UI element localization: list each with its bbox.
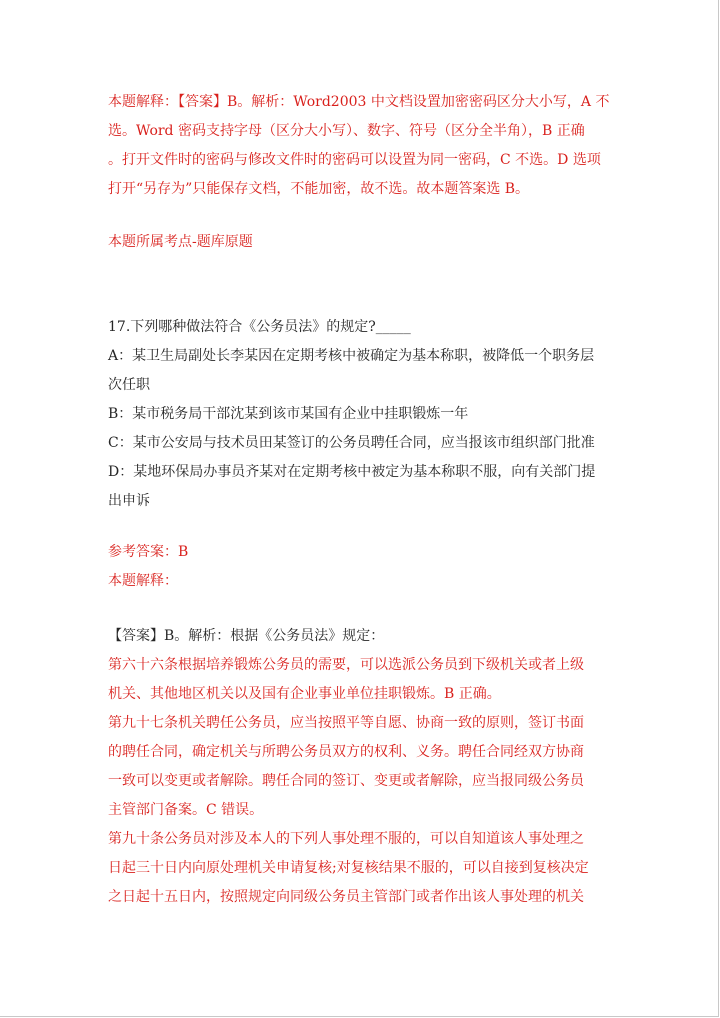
- explanation-label: 本题解释：: [108, 573, 178, 589]
- text-line: 第九十七条机关聘任公务员，应当按照平等自愿、协商一致的原则，签订书面: [108, 715, 584, 731]
- question-stem: 17.下列哪种做法符合《公务员法》的规定?_____: [108, 319, 411, 335]
- text-line: 本题解释：【答案】B。解析：Word2003 中文档设置加密密码区分大小写，A 不: [108, 94, 610, 110]
- topic-tag: [108, 228, 618, 257]
- text-line: 第六十六条根据培养锻炼公务员的需要，可以选派公务员到下级机关或者上级: [108, 657, 584, 673]
- explanation-lead: 【答案】B。解析：根据《公务员法》规定：: [108, 628, 385, 644]
- previous-explanation: [108, 88, 618, 204]
- text-line: 。打开文件时的密码与修改文件时的密码可以设置为同一密码，C 不选。D 选项: [108, 152, 601, 168]
- option-line: 出申诉: [108, 493, 150, 509]
- text-line: 主管部门备案。C 错误。: [108, 802, 264, 818]
- text-line: 选。Word 密码支持字母（区分大小写）、数字、符号（区分全半角），B 正确: [108, 123, 585, 139]
- text-line: 机关、其他地区机关以及国有企业事业单位挂职锻炼。B 正确。: [108, 686, 501, 702]
- option-line: 次任职: [108, 377, 150, 393]
- reference-answer: 参考答案：B: [108, 544, 189, 560]
- text-line: 一致可以变更或者解除。聘任合同的签订、变更或者解除，应当报同级公务员: [108, 773, 584, 789]
- explanation-block: [108, 622, 618, 912]
- text-line: 之日起十五日内，按照规定向同级公务员主管部门或者作出该人事处理的机关: [108, 889, 584, 905]
- option-line: A：某卫生局副处长李某因在定期考核中被确定为基本称职，被降低一个职务层: [108, 348, 595, 364]
- text-line: 的聘任合同，确定机关与所聘公务员双方的权利、义务。聘任合同经双方协商: [108, 744, 584, 760]
- text-line: 打开“另存为”只能保存文档，不能加密，故不选。故本题答案选 B。: [108, 181, 530, 197]
- text-line: 第九十条公务员对涉及本人的下列人事处理不服的，可以自知道该人事处理之: [108, 831, 584, 847]
- question-block: [108, 313, 618, 516]
- answer-block: [108, 538, 618, 596]
- topic-line: 本题所属考点-题库原题: [108, 234, 253, 250]
- option-line: B：某市税务局干部沈某到该市某国有企业中挂职锻炼一年: [108, 406, 469, 422]
- option-line: D：某地环保局办事员齐某对在定期考核中被定为基本称职不服，向有关部门提: [108, 464, 596, 480]
- text-line: 日起三十日内向原处理机关申请复核;对复核结果不服的，可以自接到复核决定: [108, 860, 589, 876]
- option-line: C：某市公安局与技术员田某签订的公务员聘任合同，应当报该市组织部门批准: [108, 435, 595, 451]
